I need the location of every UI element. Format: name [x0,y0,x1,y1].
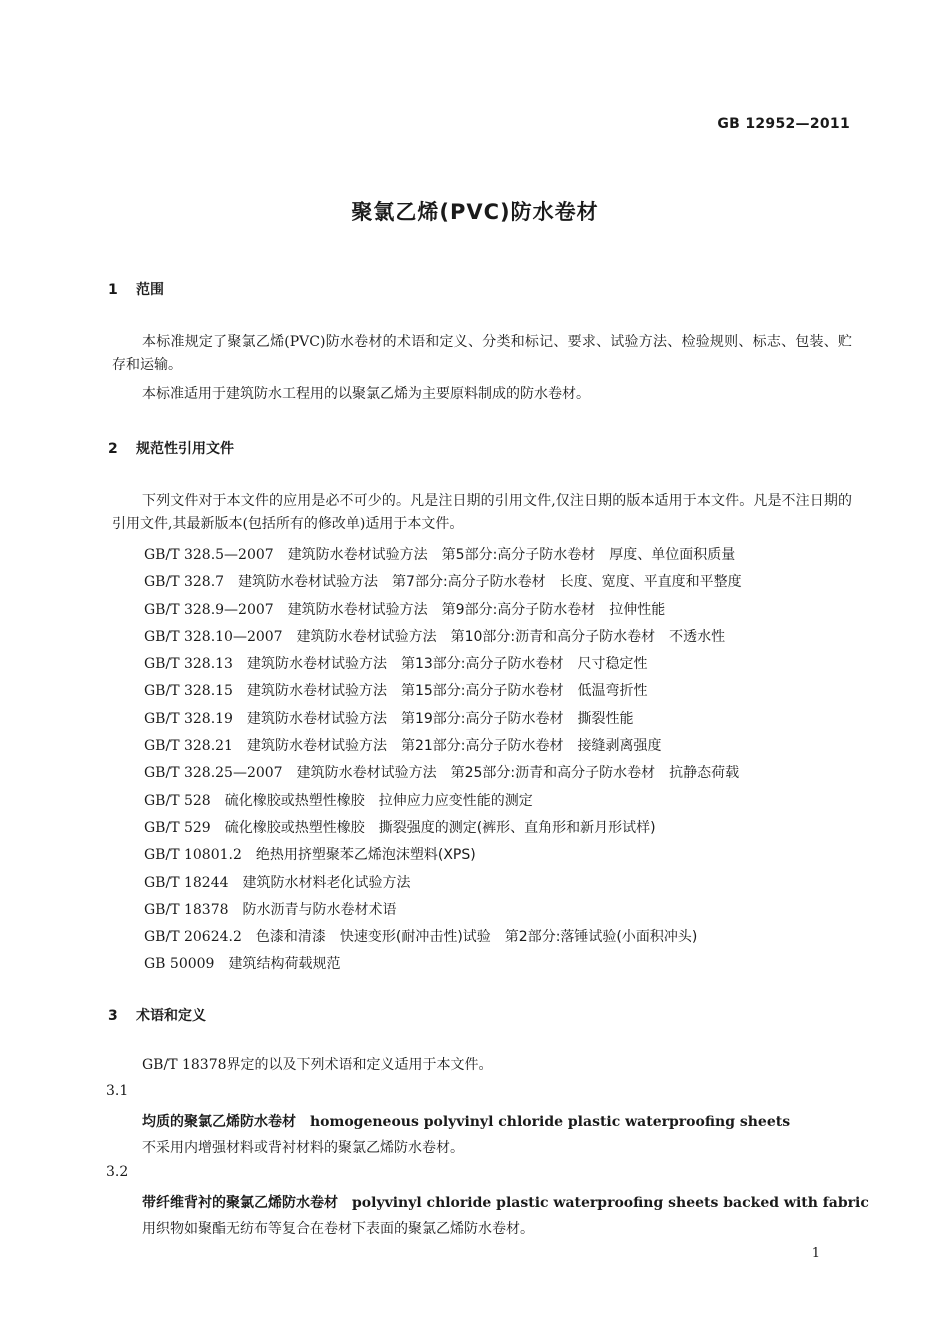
reference-item [144,624,742,651]
reference-code: GB/T 20624.2 [144,929,242,946]
section-1-heading [108,279,164,299]
reference-item [144,542,742,569]
section-1-title: 范围 [136,282,164,298]
normative-references-list [144,542,742,979]
term-3-1-definition: 不采用内增强材料或背衬材料的聚氯乙烯防水卷材。 [142,1140,464,1156]
section-1-paragraph-1: 本标准规定了聚氯乙烯(PVC)防水卷材的术语和定义、分类和标记、要求、试验方法、检验规则、标志、包装、贮存和运输。 [112,334,852,373]
reference-title: 建筑结构荷载规范 [228,956,341,973]
reference-code: GB/T 328.19 [144,710,233,727]
reference-title: 建筑防水卷材试验方法 第21部分:高分子防水卷材 接缝剥离强度 [246,738,662,755]
term-3-1-english: homogeneous polyvinyl chloride plastic waterproofing sheets [310,1114,791,1130]
reference-code: GB/T 529 [144,819,211,836]
section-3-heading [108,1005,206,1025]
reference-code: GB/T 328.9—2007 [144,601,274,618]
section-3-intro: GB/T 18378界定的以及下列术语和定义适用于本文件。 [142,1057,493,1073]
reference-code: GB/T 328.21 [144,738,233,755]
section-2-intro: 下列文件对于本文件的应用是必不可少的。凡是注日期的引用文件,仅注日期的版本适用于本文件。凡是不注日期的引用文件,其最新版本(包括所有的修改单)适用于本文件。 [112,493,852,532]
reference-code: GB/T 18244 [144,874,229,891]
reference-item [144,597,742,624]
reference-title: 绝热用挤塑聚苯乙烯泡沫塑料(XPS) [255,847,476,864]
term-3-2 [142,1192,869,1212]
section-2-heading [108,438,234,458]
reference-item [144,788,742,815]
reference-title: 建筑防水卷材试验方法 第19部分:高分子防水卷材 撕裂性能 [246,710,634,727]
reference-title: 防水沥青与防水卷材术语 [242,901,397,918]
reference-code: GB/T 528 [144,792,211,809]
reference-item [144,924,742,951]
reference-code: GB/T 18378 [144,901,229,918]
section-1-number: 1 [108,282,118,298]
reference-title: 建筑防水卷材试验方法 第25部分:沥青和高分子防水卷材 抗静态荷载 [296,765,740,782]
reference-title: 建筑防水卷材试验方法 第15部分:高分子防水卷材 低温弯折性 [246,683,648,700]
reference-code: GB/T 10801.2 [144,847,242,864]
term-3-1-number: 3.1 [106,1083,129,1099]
reference-item [144,870,742,897]
term-3-2-english: polyvinyl chloride plastic waterproofing sheets backed with fabric [352,1195,869,1211]
term-3-1-chinese: 均质的聚氯乙烯防水卷材 [142,1114,296,1130]
reference-title: 建筑防水卷材试验方法 第13部分:高分子防水卷材 尺寸稳定性 [246,656,648,673]
reference-title: 建筑防水卷材试验方法 第9部分:高分子防水卷材 拉伸性能 [287,601,666,618]
reference-code: GB 50009 [144,956,215,973]
reference-code: GB/T 328.7 [144,574,225,591]
term-3-2-chinese: 带纤维背衬的聚氯乙烯防水卷材 [142,1195,338,1211]
reference-item [144,760,742,787]
reference-item [144,951,742,978]
section-3-title: 术语和定义 [136,1008,206,1024]
reference-code: GB/T 328.13 [144,656,233,673]
reference-title: 建筑防水卷材试验方法 第5部分:高分子防水卷材 厚度、单位面积质量 [287,547,736,563]
reference-code: GB/T 328.10—2007 [144,628,283,645]
reference-item [144,651,742,678]
reference-item [144,733,742,760]
reference-item [144,897,742,924]
reference-title: 硫化橡胶或热塑性橡胶 撕裂强度的测定(裤形、直角形和新月形试样) [224,819,656,836]
page-number: 1 [811,1246,820,1261]
reference-title: 建筑防水材料老化试验方法 [242,874,411,891]
document-title: 聚氯乙烯(PVC)防水卷材 [351,200,599,224]
reference-item [144,842,742,869]
reference-title: 建筑防水卷材试验方法 第10部分:沥青和高分子防水卷材 不透水性 [296,628,726,645]
section-3-number: 3 [108,1008,118,1024]
reference-code: GB/T 328.15 [144,683,233,700]
reference-title: 色漆和清漆 快速变形(耐冲击性)试验 第2部分:落锤试验(小面积冲头) [255,929,698,946]
reference-code: GB/T 328.25—2007 [144,765,283,782]
section-2-title: 规范性引用文件 [136,441,234,457]
reference-item [144,815,742,842]
reference-code: GB/T 328.5—2007 [144,547,274,563]
reference-item [144,569,742,596]
term-3-2-definition: 用织物如聚酯无纺布等复合在卷材下表面的聚氯乙烯防水卷材。 [142,1221,534,1237]
reference-title: 建筑防水卷材试验方法 第7部分:高分子防水卷材 长度、宽度、平直度和平整度 [238,574,742,591]
term-3-1 [142,1111,790,1131]
section-2-number: 2 [108,441,118,457]
reference-item [144,706,742,733]
reference-item [144,678,742,705]
reference-title: 硫化橡胶或热塑性橡胶 拉伸应力应变性能的测定 [224,792,533,809]
term-3-2-number: 3.2 [106,1164,129,1180]
section-1-paragraph-2: 本标准适用于建筑防水工程用的以聚氯乙烯为主要原料制成的防水卷材。 [142,386,590,402]
standard-number: GB 12952—2011 [717,116,850,132]
